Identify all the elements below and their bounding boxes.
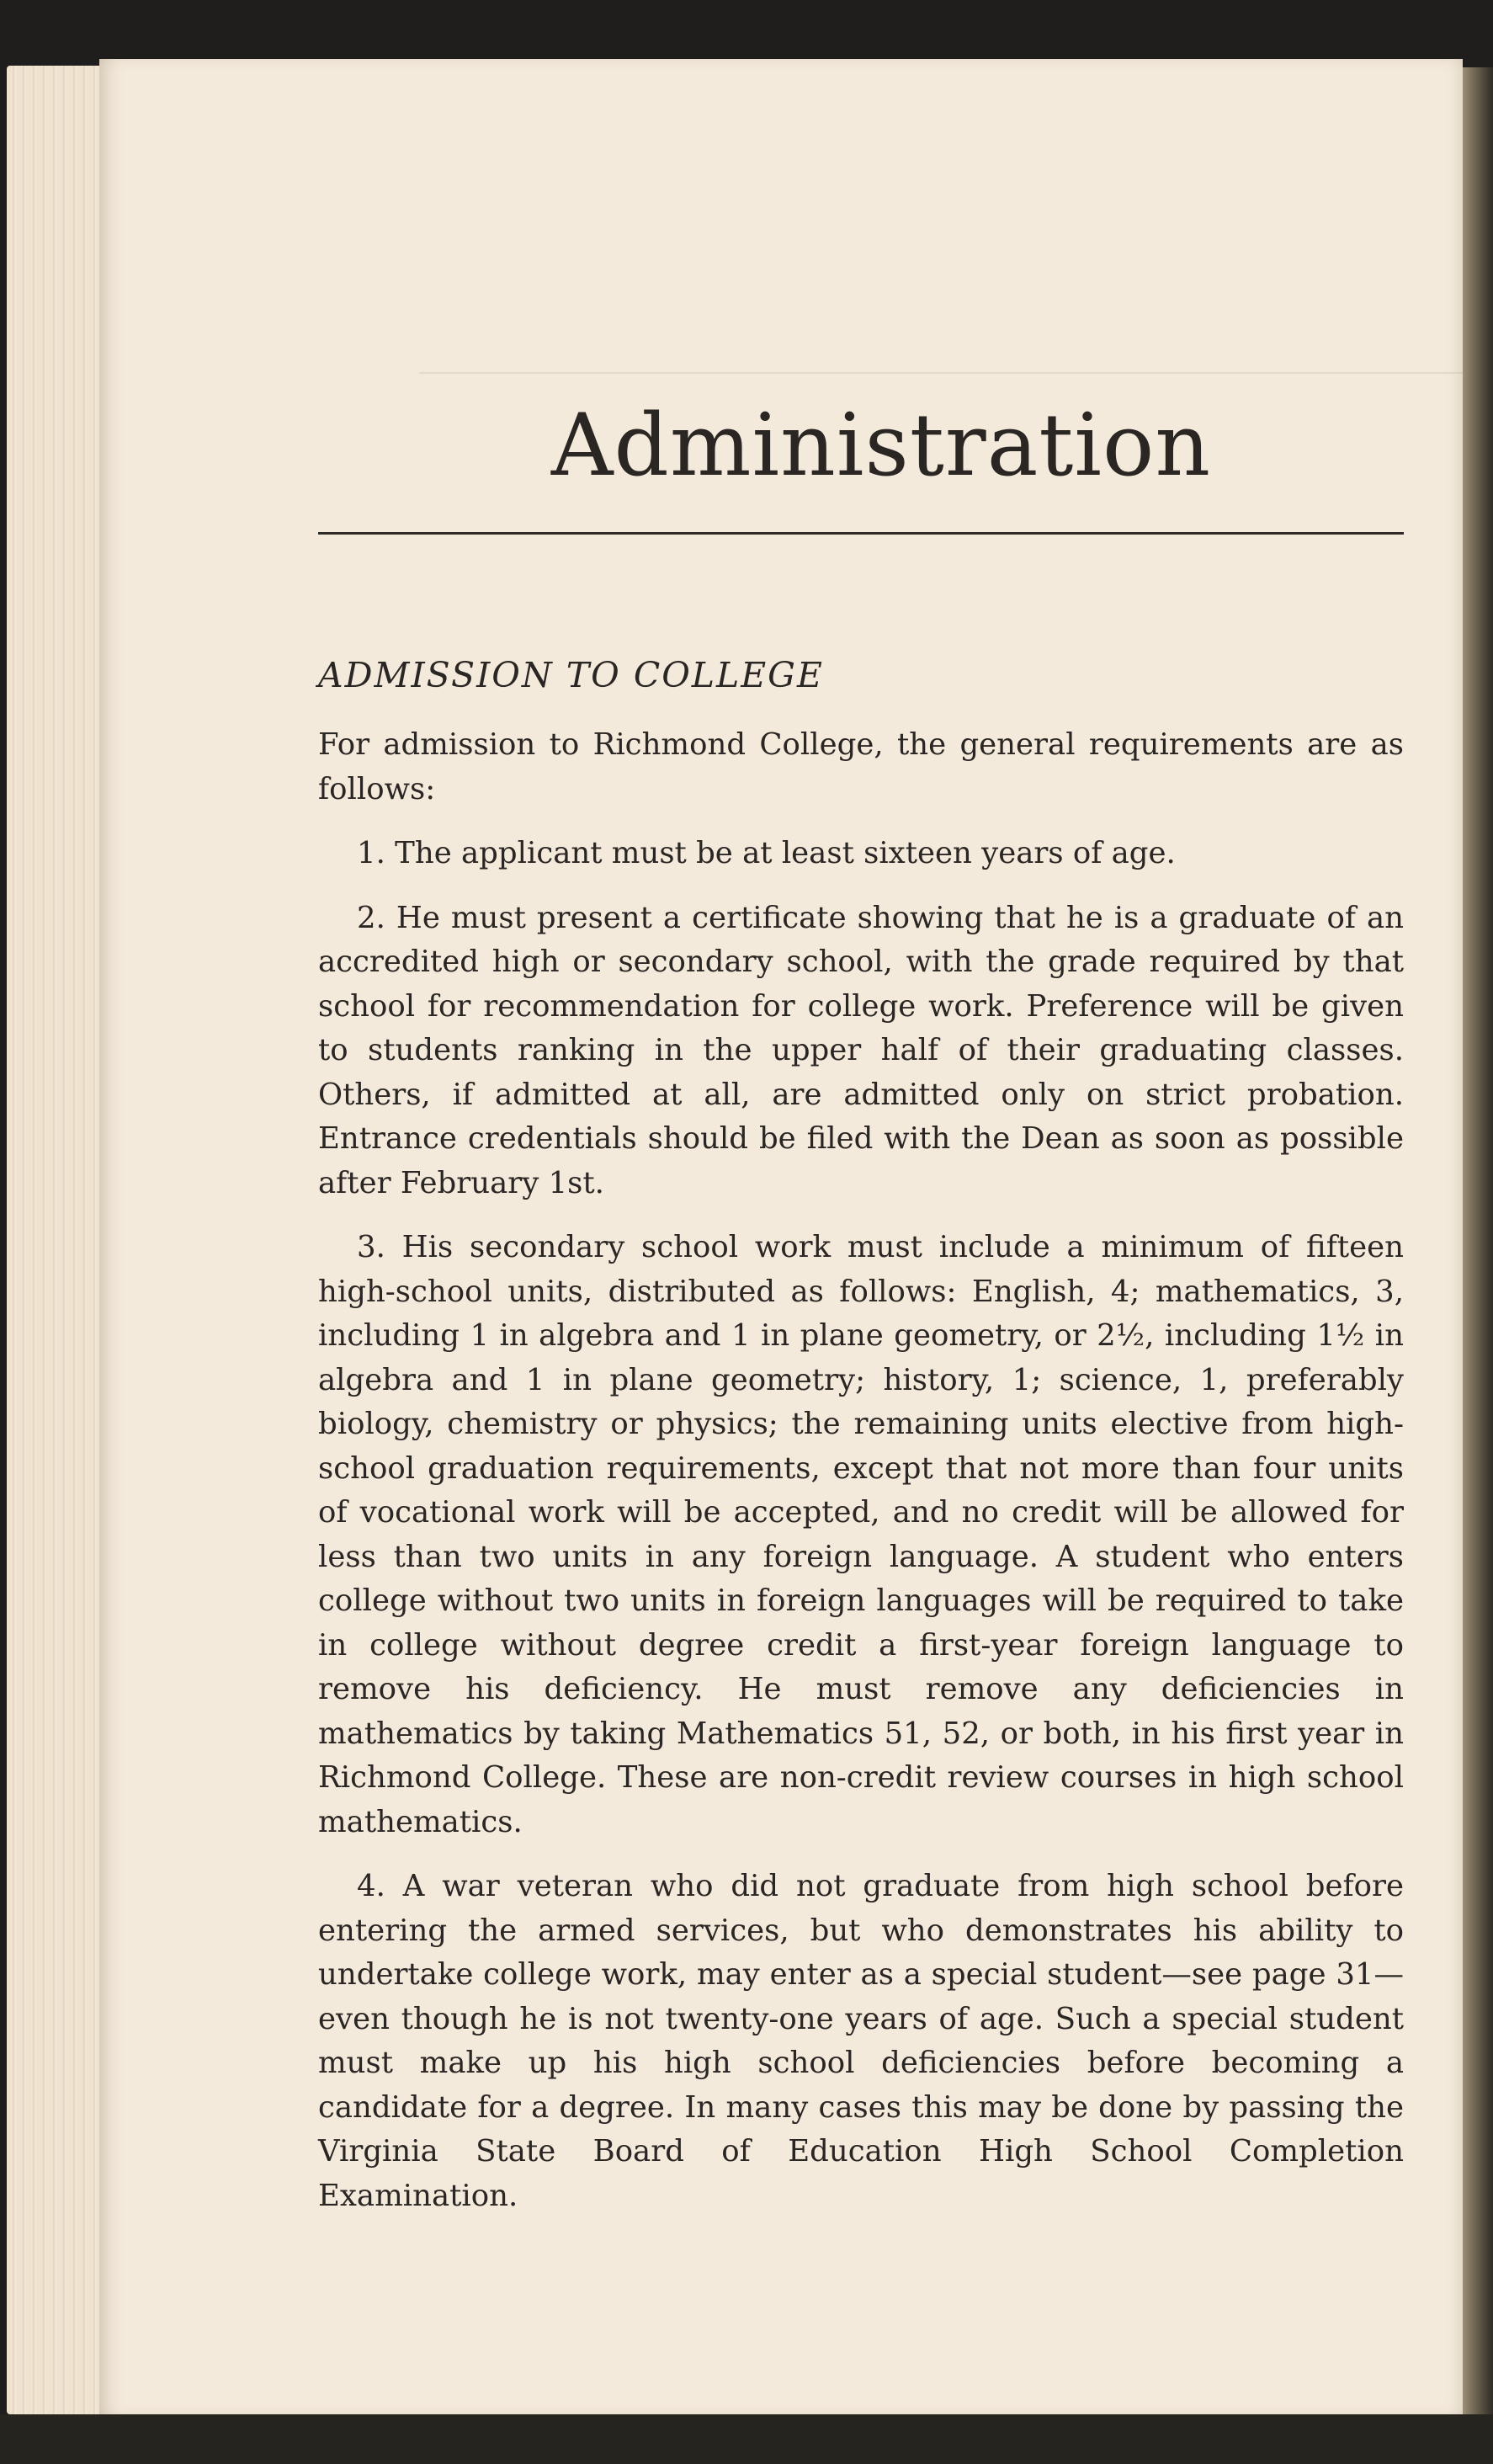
item-text: He must present a certificate showing that he is a graduate of an accredited high or secondary school, with the grade required by that school for recommendation for college work. Preference will be given to students ranking in the upper half of their graduating classes. Others, if admitted at all, are admitted only on strict probation. Entrance credentials should be filed with the Dean as soon as possible after February 1st. — [318, 900, 1404, 1200]
requirement-item-3 — [318, 1226, 1404, 1844]
item-text: A war veteran who did not graduate from high school before entering the armed services, but who demonstrates his ability to undertake college work, may enter as a special student—see page 31—even though he is not twenty-one years of age. Such a special student must make up his high school deficiencies before becoming a candidate for a degree. In many cases this may be done by passing the Virginia State Board of Education High School Completion Examination. — [318, 1869, 1404, 2213]
section-heading: ADMISSION TO COLLEGE — [318, 655, 824, 695]
requirement-item-2 — [318, 897, 1404, 1206]
item-text: His secondary school work must include a minimum of fifteen high-school units, distributed as follows: English, 4; mathematics, 3, including 1 in algebra and 1 in plane geometry, or 2½, including 1½ in algebra and 1 in plane geometry; history, 1; science, 1, preferably biology, chemistry or physics; the remaining units elective from high-school graduation requirements, except that not more than four units of vocational work will be accepted, and no credit will be allowed for less than two units in any foreign language. A student who enters college without two units in foreign languages will be required to take in college without degree credit a first-year foreign language to remove his deficiency. He must remove any deficiencies in mathematics by taking Mathematics 51, 52, or both, in his first year in Richmond College. These are non-credit review courses in high school mathematics. — [318, 1230, 1404, 1839]
requirement-item-1 — [318, 832, 1404, 876]
book-spine-edge — [1463, 67, 1493, 2416]
show-through-rule — [419, 372, 1493, 374]
requirement-item-4 — [318, 1865, 1404, 2218]
item-number: 1. — [357, 836, 385, 870]
background-band — [0, 2414, 1493, 2464]
page-content — [318, 396, 1404, 2218]
item-number: 3. — [357, 1230, 385, 1264]
intro-paragraph: For admission to Richmond College, the general requirements are as follows: — [318, 727, 1404, 806]
item-number: 2. — [357, 900, 385, 935]
page-stack-edges — [7, 66, 112, 2414]
page-title: Administration — [550, 396, 1212, 496]
item-number: 4. — [357, 1869, 385, 1903]
item-text: The applicant must be at least sixteen years of age. — [395, 836, 1176, 870]
title-rule — [318, 532, 1404, 535]
